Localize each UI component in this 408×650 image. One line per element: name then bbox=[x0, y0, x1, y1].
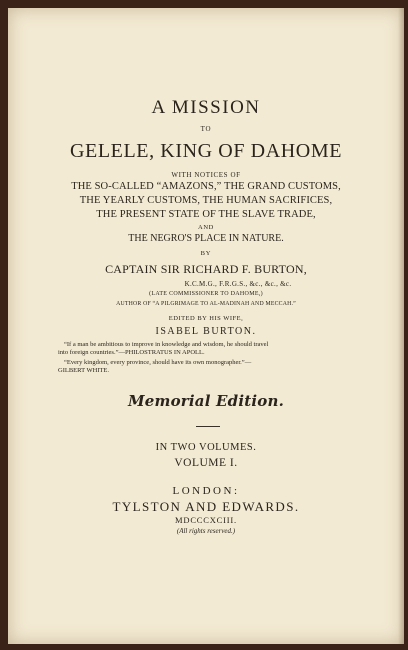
epigraph-1-line-2: into foreign countries.”—PHILOSTRATUS IN APOLL. bbox=[58, 349, 205, 356]
edited-by: EDITED BY HIS WIFE, bbox=[168, 315, 244, 322]
late-commissioner: (LATE COMMISSIONER TO DAHOME,) bbox=[149, 291, 263, 297]
title-page bbox=[8, 8, 404, 644]
subtitle-line-1: THE SO-CALLED “AMAZONS,” THE GRAND CUSTOMS, bbox=[71, 181, 341, 192]
imprint-publisher: TYLSTON AND EDWARDS. bbox=[112, 499, 300, 514]
volumes-label: IN TWO VOLUMES. bbox=[155, 442, 257, 453]
divider-rule bbox=[196, 426, 220, 427]
epigraph-2-line-2: GILBERT WHITE. bbox=[58, 367, 110, 374]
author-honours: K.C.M.G., F.R.G.S., &c., &c., &c. bbox=[184, 280, 292, 288]
volume-label: VOLUME I. bbox=[174, 457, 238, 469]
rights-notice: (All rights reserved.) bbox=[176, 527, 236, 535]
title-to: TO bbox=[200, 125, 212, 133]
subtitle-line-4: THE NEGRO'S PLACE IN NATURE. bbox=[128, 233, 284, 244]
epigraph-1-line-1: “If a man be ambitious to improve in knowledge and wisdom, he should travel bbox=[64, 341, 269, 348]
with-notices-of: WITH NOTICES OF bbox=[171, 171, 241, 179]
imprint-year: MDCCCXCIII. bbox=[175, 515, 237, 525]
epigraph-2-line-1: “Every kingdom, every province, should have its own monographer.”— bbox=[64, 359, 252, 366]
edition-label: Memorial Edition. bbox=[127, 392, 285, 410]
author-name: CAPTAIN SIR RICHARD F. BURTON, bbox=[105, 262, 307, 276]
by-label: BY bbox=[200, 250, 212, 257]
editor-name: ISABEL BURTON. bbox=[155, 326, 257, 337]
subtitle-line-3: THE PRESENT STATE OF THE SLAVE TRADE, bbox=[96, 209, 316, 220]
author-of: AUTHOR OF “A PILGRIMAGE TO AL-MADINAH AND MECCAH.” bbox=[116, 301, 296, 307]
imprint-city: LONDON: bbox=[172, 485, 240, 497]
subtitle-line-2: THE YEARLY CUSTOMS, THE HUMAN SACRIFICES, bbox=[79, 195, 333, 206]
title-a-mission: A MISSION bbox=[151, 97, 261, 118]
title-gelele: GELELE, KING OF DAHOME bbox=[69, 140, 343, 162]
and-connector: AND bbox=[198, 224, 214, 231]
